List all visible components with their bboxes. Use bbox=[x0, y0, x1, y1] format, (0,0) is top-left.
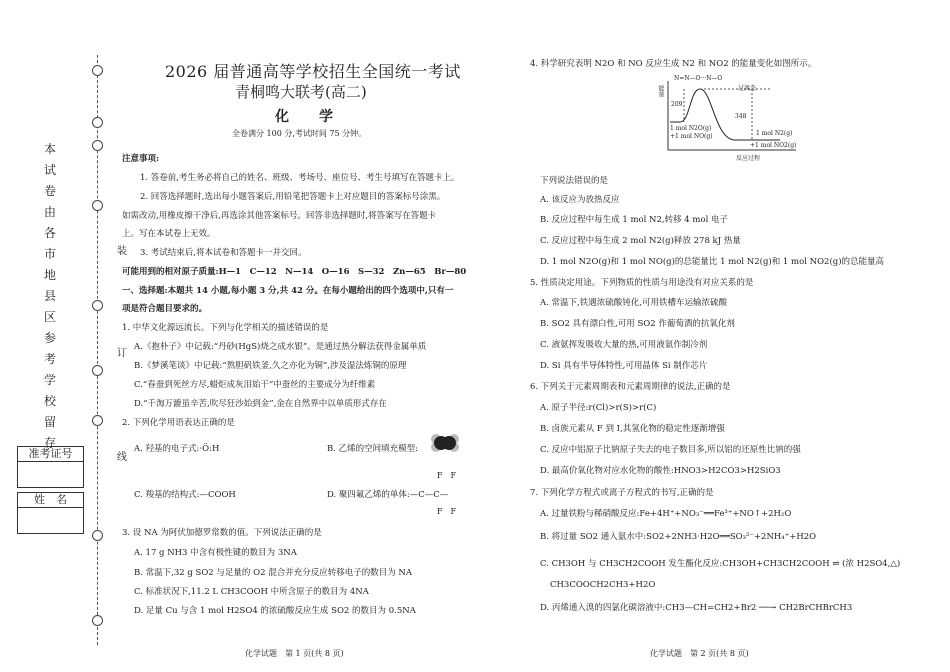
binding-hole bbox=[92, 300, 103, 311]
exam-number-label: 准考证号 bbox=[18, 447, 83, 462]
note-2-cont: 上。写在本试卷上无效。 bbox=[122, 229, 216, 239]
binding-hole bbox=[92, 117, 103, 128]
binding-char: 存 bbox=[43, 436, 56, 450]
binding-hole bbox=[92, 65, 103, 76]
binding-hole bbox=[92, 530, 103, 541]
binding-char: 由 bbox=[43, 205, 56, 219]
q7-stem: 7. 下列化学方程式或离子方程式的书写,正确的是 bbox=[530, 488, 714, 498]
binding-char: 卷 bbox=[43, 184, 56, 198]
diagram-right-state: 1 mol N2(g) bbox=[756, 130, 793, 137]
q5-option-c: C. 液氨挥发吸收大量的热,可用液氨作制冷剂 bbox=[540, 340, 708, 350]
page-footer-right: 化学试题 第 2 页(共 8 页) bbox=[650, 649, 749, 658]
q7-option-b: B. 将过量 SO2 通入氨水中:SO2+2NH3·H2O══SO₃²⁻+2NH₄⁺+H2O bbox=[540, 532, 817, 542]
binding-char: 市 bbox=[43, 247, 56, 261]
page-footer-left: 化学试题 第 1 页(共 8 页) bbox=[245, 649, 344, 658]
binding-hole bbox=[92, 200, 103, 211]
notes-heading: 注意事项: bbox=[122, 154, 160, 164]
q2-option-c: C. 羧基的结构式:—COOH bbox=[134, 490, 236, 500]
exam-subtitle: 青桐鸣大联考(高二) bbox=[235, 83, 367, 101]
q6-stem: 6. 下列关于元素周期表和元素周期律的说法,正确的是 bbox=[530, 382, 731, 392]
q3-stem: 3. 设 NA 为阿伏加德罗常数的值。下列说法正确的是 bbox=[122, 528, 322, 538]
q4-option-a: A. 该反应为放热反应 bbox=[540, 195, 620, 205]
atomic-masses: 可能用到的相对原子质量:H—1 C—12 N—14 O—16 S—32 Zn—65 Br—80 bbox=[122, 267, 467, 277]
q4-option-b: B. 反应过程中每生成 1 mol N2,转移 4 mol 电子 bbox=[540, 215, 729, 225]
exam-number-box bbox=[17, 446, 84, 488]
q1-stem: 1. 中华文化源远流长。下列与化学相关的描述错误的是 bbox=[122, 323, 329, 333]
binding-hole bbox=[92, 415, 103, 426]
diagram-e1: 209 bbox=[671, 101, 683, 108]
q5-option-a: A. 常温下,铁遇浓硫酸钝化,可用铁槽车运输浓硫酸 bbox=[540, 298, 727, 308]
q6-option-b: B. 卤族元素从 F 到 I,其氢化物的稳定性逐渐增强 bbox=[540, 424, 725, 434]
q6-option-c: C. 反应中铝原子比钠原子失去的电子数目多,所以铝的还原性比钠的强 bbox=[540, 445, 801, 455]
binding-hole bbox=[92, 365, 103, 376]
binding-mark: 线 bbox=[117, 448, 127, 463]
binding-char: 各 bbox=[43, 226, 56, 240]
structure-top-f: F F bbox=[437, 471, 457, 480]
binding-hole bbox=[92, 140, 103, 151]
q1-option-b: B.《梦溪笔谈》中记载:“熬胆矾铁釜,久之亦化为铜”,涉及湿法炼铜的原理 bbox=[134, 361, 407, 371]
binding-mark: 订 bbox=[117, 344, 127, 359]
q7-option-c: C. CH3OH 与 CH3CH2COOH 发生酯化反应:CH3OH+CH3CH2COOH ⇌ (浓 H2SO4,△) bbox=[540, 559, 901, 569]
q5-option-d: D. Si 具有半导体特性,可用晶体 Si 制作芯片 bbox=[540, 361, 708, 371]
diagram-left-state: +1 mol NO(g) bbox=[670, 133, 713, 140]
binding-char: 地 bbox=[43, 268, 56, 282]
diagram-ylabel: 能量 bbox=[657, 85, 664, 97]
binding-char: 县 bbox=[43, 289, 56, 303]
name-box bbox=[17, 492, 84, 534]
diagram-ts-formula: N=N—O···N—O bbox=[674, 75, 723, 82]
diagram-left-state: 1 mol N2O(g) bbox=[670, 125, 712, 132]
note-2: 2. 回答选择题时,选出每小题答案后,用铅笔把答题卡上对应题目的答案标号涂黑。 bbox=[140, 192, 446, 202]
q6-option-a: A. 原子半径:r(Cl)>r(S)>r(C) bbox=[540, 403, 657, 413]
q1-option-a: A.《抱朴子》中记载:“丹砂(HgS)烧之成水银”。是通过热分解法获得金属单质 bbox=[134, 342, 427, 352]
binding-char: 校 bbox=[43, 394, 56, 408]
binding-char: 学 bbox=[43, 373, 56, 387]
binding-char: 考 bbox=[43, 352, 56, 366]
q2-stem: 2. 下列化学用语表达正确的是 bbox=[122, 418, 235, 428]
note-2-cont: 如需改动,用橡皮擦干净后,再选涂其他答案标号。回答非选择题时,将答案写在答题卡 bbox=[122, 211, 437, 221]
note-1: 1. 答卷前,考生务必将自己的姓名、班级、考场号、座位号、考生号填写在答题卡上。 bbox=[140, 173, 460, 183]
q3-option-b: B. 常温下,32 g SO2 与足量的 O2 混合并充分反应转移电子的数目为 NA bbox=[134, 568, 412, 578]
q7-option-a: A. 过量铁粉与稀硝酸反应:Fe+4H⁺+NO₃⁻══Fe³⁺+NO↑+2H₂O bbox=[540, 509, 792, 519]
q4-sub: 下列说法错误的是 bbox=[540, 176, 609, 186]
binding-mark: 装 bbox=[117, 242, 127, 257]
q4-option-d: D. 1 mol N2O(g)和 1 mol NO(g)的总能量比 1 mol N2(g)和 1 mol NO2(g)的总能量高 bbox=[540, 257, 885, 267]
diagram-right-state: +1 mol NO2(g) bbox=[750, 142, 797, 149]
binding-char: 本 bbox=[43, 142, 56, 156]
q1-option-d: D.“千淘万漉虽辛苦,吹尽狂沙始到金”,金在自然界中以单质形式存在 bbox=[134, 399, 387, 409]
diagram-ts-label: 过渡态 bbox=[738, 85, 757, 92]
q3-option-a: A. 17 g NH3 中含有极性键的数目为 3NA bbox=[134, 548, 297, 558]
q6-option-d: D. 最高价氧化物对应水化物的酸性:HNO3>H2CO3>H2SiO3 bbox=[540, 466, 781, 476]
diagram-xlabel: 反应过程 bbox=[736, 155, 761, 162]
q2-option-b: B. 乙烯的空间填充模型: bbox=[327, 444, 419, 454]
q2-option-d: D. 聚四氟乙烯的单体:—C—C— bbox=[327, 490, 449, 500]
binding-hole bbox=[92, 615, 103, 626]
q5-stem: 5. 性质决定用途。下列物质的性质与用途没有对应关系的是 bbox=[530, 278, 754, 288]
binding-char: 参 bbox=[43, 331, 56, 345]
section-heading: 一、选择题:本题共 14 小题,每小题 3 分,共 42 分。在每小题给出的四个选项中,只有一 bbox=[122, 286, 454, 296]
q4-stem: 4. 科学研究表明 N2O 和 NO 反应生成 N2 和 NO2 的能量变化如图所示。 bbox=[530, 59, 817, 69]
q7-option-d: D. 丙烯通入溴的四氯化碳溶液中:CH3—CH=CH2+Br2 ──→ CH2BrCHBrCH3 bbox=[540, 603, 853, 613]
q7-option-c-cont: CH3COOCH2CH3+H2O bbox=[550, 580, 656, 590]
exam-meta: 全卷满分 100 分,考试时间 75 分钟。 bbox=[232, 129, 367, 138]
note-3: 3. 考试结束后,将本试卷和答题卡一并交回。 bbox=[140, 248, 307, 258]
q4-option-c: C. 反应过程中每生成 2 mol N2(g)释放 278 kJ 热量 bbox=[540, 236, 741, 246]
q1-option-c: C.“春蚕到死丝方尽,蜡炬成灰泪始干”中蚕丝的主要成分为纤维素 bbox=[134, 380, 376, 390]
q5-option-b: B. SO2 具有漂白性,可用 SO2 作葡萄酒的抗氧化剂 bbox=[540, 319, 735, 329]
diagram-e2: 348 bbox=[735, 113, 747, 120]
binding-char: 留 bbox=[43, 415, 56, 429]
section-heading-cont: 项是符合题目要求的。 bbox=[122, 304, 208, 314]
ethylene-model-icon bbox=[428, 432, 462, 454]
exam-title: 2026 届普通高等学校招生全国统一考试 bbox=[165, 62, 461, 81]
binding-char: 区 bbox=[43, 310, 56, 324]
energy-diagram bbox=[657, 75, 800, 163]
binding-char: 试 bbox=[43, 163, 56, 177]
structure-bottom-f: F F bbox=[437, 507, 457, 516]
q2-option-a: A. 羟基的电子式:·Ö:H bbox=[134, 444, 220, 454]
name-label: 姓 名 bbox=[18, 493, 83, 508]
q3-option-c: C. 标准状况下,11.2 L CH3COOH 中所含原子的数目为 4NA bbox=[134, 587, 369, 597]
q3-option-d: D. 足量 Cu 与含 1 mol H2SO4 的浓硫酸反应生成 SO2 的数目为 0.5NA bbox=[134, 606, 416, 616]
subject-title: 化 学 bbox=[275, 109, 341, 125]
